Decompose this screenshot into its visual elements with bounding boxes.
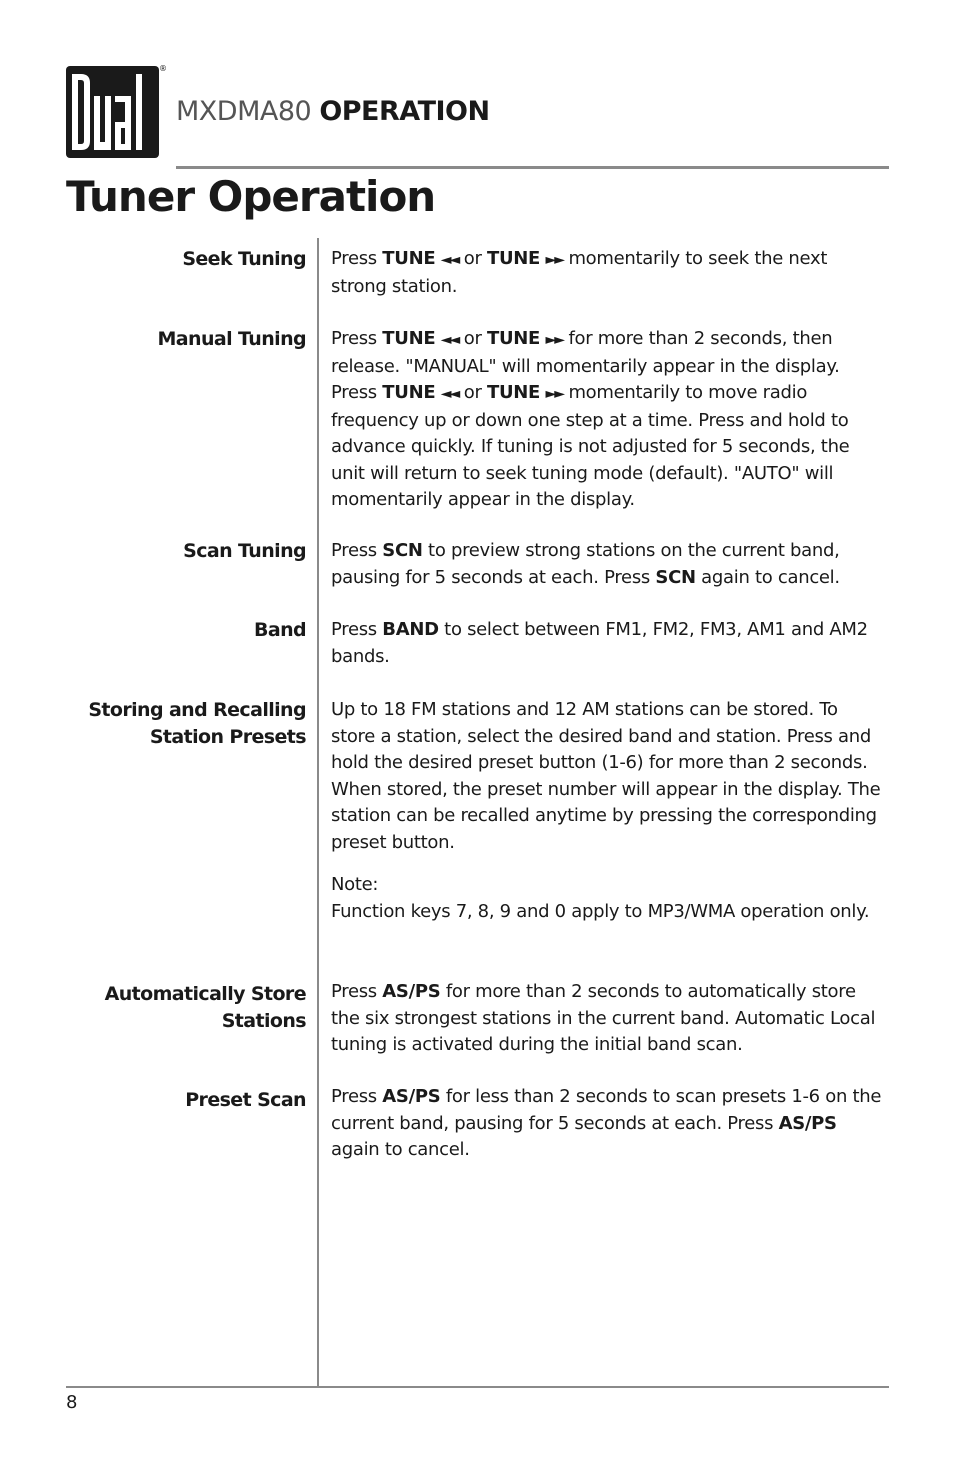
label-scan-tuning: Scan Tuning <box>183 540 306 562</box>
text-band: Press BAND to select between FM1, FM2, FM3, AM1 and AM2 bands. <box>331 619 868 667</box>
text-auto-store: Press AS/PS for more than 2 seconds to automatically store the six strongest stations in the current band. Automatic Local tuning is activated during the initial band scan. <box>331 981 876 1055</box>
text-preset-scan: Press AS/PS for less than 2 seconds to scan presets 1-6 on the current band, pausing for 5 seconds at each. Press AS/PS again to cancel. <box>331 1086 882 1160</box>
text-scan-tuning: Press SCN to preview strong stations on the current band, pausing for 5 seconds at each. Press SCN again to cancel. <box>331 540 840 588</box>
label-auto-store: Automatically Store Stations <box>104 983 306 1032</box>
model-name: MXDMA80 <box>176 96 312 127</box>
header-rule <box>176 166 889 169</box>
label-seek-tuning: Seek Tuning <box>182 248 306 270</box>
note-label: Note: <box>331 874 379 895</box>
rewind-icon: ◄◄ <box>440 252 459 268</box>
section-title <box>176 96 490 127</box>
rewind-icon: ◄◄ <box>440 386 459 402</box>
label-station-presets: Storing and Recalling Station Presets <box>88 699 306 748</box>
registered-mark: ® <box>159 64 167 73</box>
dual-logo <box>66 66 159 158</box>
column-divider <box>317 238 319 1387</box>
section-name: OPERATION <box>319 96 490 127</box>
label-preset-scan: Preset Scan <box>185 1089 306 1111</box>
label-band: Band <box>253 619 306 641</box>
page-number: 8 <box>66 1392 78 1413</box>
forward-icon: ►► <box>545 332 564 348</box>
text-manual-tuning: Press TUNE ◄◄ or TUNE ►► for more than 2 seconds, then release. "MANUAL" will momentarily appear in the display. Press TUNE ◄◄ or TUNE ►► momentarily to move radio frequency up or down one step at a time. Press and hold to advance quickly. If tuning is not adjusted for 5 seconds, the unit will return to seek tuning mode (default). "AUTO" will momentarily appear in the display. <box>331 328 850 510</box>
rewind-icon: ◄◄ <box>440 332 459 348</box>
label-manual-tuning: Manual Tuning <box>157 328 306 350</box>
text-station-presets: Up to 18 FM stations and 12 AM stations can be stored. To store a station, select the desired band and station. Press and hold the desired preset button (1-6) for more than 2 seconds. When stored, the preset number will appear in the display. The station can be recalled anytime by pressing the corresponding preset button. <box>331 699 881 853</box>
forward-icon: ►► <box>545 252 564 268</box>
note-station-presets <box>331 872 886 925</box>
forward-icon: ►► <box>545 386 564 402</box>
note-text: Function keys 7, 8, 9 and 0 apply to MP3/WMA operation only. <box>331 900 870 922</box>
text-seek-tuning: Press TUNE ◄◄ or TUNE ►► momentarily to seek the next strong station. <box>331 248 828 297</box>
page-title: Tuner Operation <box>66 172 436 221</box>
footer-rule <box>66 1386 889 1388</box>
